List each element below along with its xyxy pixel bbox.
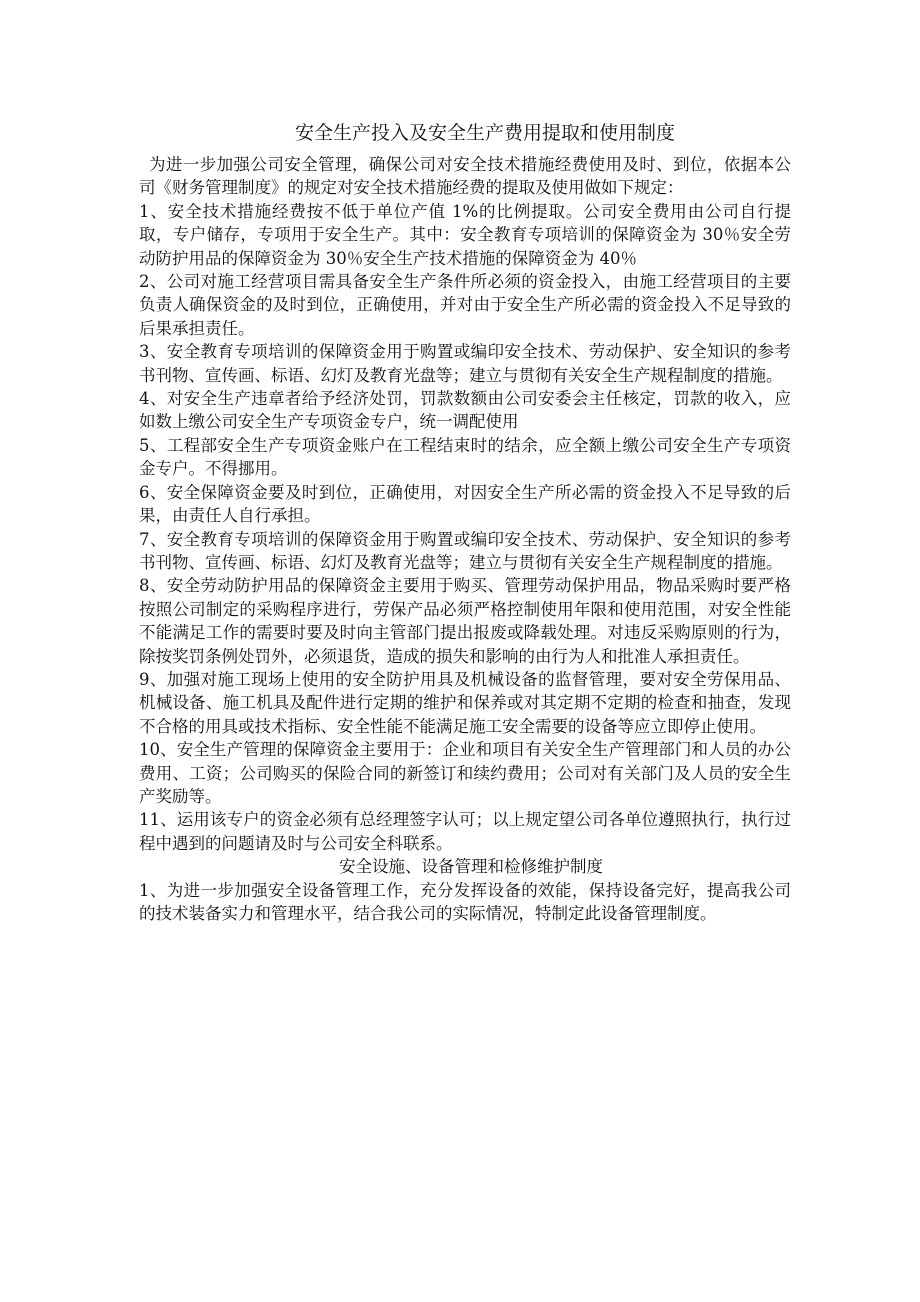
rule-item-9: 9、加强对施工现场上使用的安全防护用具及机械设备的监督管理，要对安全劳保用品、机械设备、施工机具及配件进行定期的维护和保养或对其定期不定期的检查和抽查，发现不合格的用具或技术指标、安全性能不能满足施工安全需要的设备等应立即停止使用。 <box>139 669 791 736</box>
rule-item-1: 1、安全技术措施经费按不低于单位产值 1%的比例提取。公司安全费用由公司自行提取，专户储存，专项用于安全生产。其中：安全教育专项培训的保障资金为 30％安全劳动防护用品的保障资金为 30％安全生产技术措施的保障资金为 40％ <box>139 201 791 268</box>
rule-item-2: 2、公司对施工经营项目需具备安全生产条件所必须的资金投入，由施工经营项目的主要负责人确保资金的及时到位，正确使用，并对由于安全生产所必需的资金投入不足导致的后果承担责任。 <box>139 272 791 338</box>
document-body <box>139 120 791 925</box>
rule-item-6: 6、安全保障资金要及时到位，正确使用，对因安全生产所必需的资金投入不足导致的后果，由责任人自行承担。 <box>139 482 791 526</box>
rule-item-8: 8、安全劳动防护用品的保障资金主要用于购买、管理劳动保护用品，物品采购时要严格按照公司制定的采购程序进行，劳保产品必须严格控制使用年限和使用范围，对安全性能不能满足工作的需要时要及时向主管部门提出报废或降载处理。对违反采购原则的行为，除按奖罚条例处罚外，必须退货，造成的损失和影响的由行为人和批准人承担责任。 <box>139 576 791 666</box>
rule-item-3: 3、安全教育专项培训的保障资金用于购置或编印安全技术、劳动保护、安全知识的参考书刊物、宣传画、标语、幻灯及教育光盘等；建立与贯彻有关安全生产规程制度的措施。 <box>139 342 791 385</box>
rule-item-7: 7、安全教育专项培训的保障资金用于购置或编印安全技术、劳动保护、安全知识的参考书刊物、宣传画、标语、幻灯及教育光盘等；建立与贯彻有关安全生产规程制度的措施。 <box>139 529 791 572</box>
rule-item-11: 11、运用该专户的资金必须有总经理签字认可；以上规定望公司各单位遵照执行，执行过程中遇到的问题请及时与公司安全科联系。 <box>139 810 791 853</box>
rule-item-4: 4、对安全生产违章者给予经济处罚，罚款数额由公司安委会主任核定，罚款的收入，应如数上缴公司安全生产专项资金专户，统一调配使用 <box>139 389 791 432</box>
rule-item-10: 10、安全生产管理的保障资金主要用于：企业和项目有关安全生产管理部门和人员的办公费用、工资；公司购买的保险合同的新签订和续约费用；公司对有关部门及人员的安全生产奖励等。 <box>139 740 791 806</box>
section-2-item-1: 1、为进一步加强安全设备管理工作，充分发挥设备的效能，保持设备完好，提高我公司的技术装备实力和管理水平，结合我公司的实际情况，特制定此设备管理制度。 <box>139 880 791 923</box>
section-2-title: 安全设施、设备管理和检修维护制度 <box>339 857 603 877</box>
document-title: 安全生产投入及安全生产费用提取和使用制度 <box>294 122 675 144</box>
rule-item-5: 5、工程部安全生产专项资金账户在工程结束时的结余，应全额上缴公司安全生产专项资金专户。不得挪用。 <box>139 435 791 479</box>
intro-paragraph: 为进一步加强公司安全管理，确保公司对安全技术措施经费使用及时、到位，依据本公司《财务管理制度》的规定对安全技术措施经费的提取及使用做如下规定： <box>139 155 791 198</box>
